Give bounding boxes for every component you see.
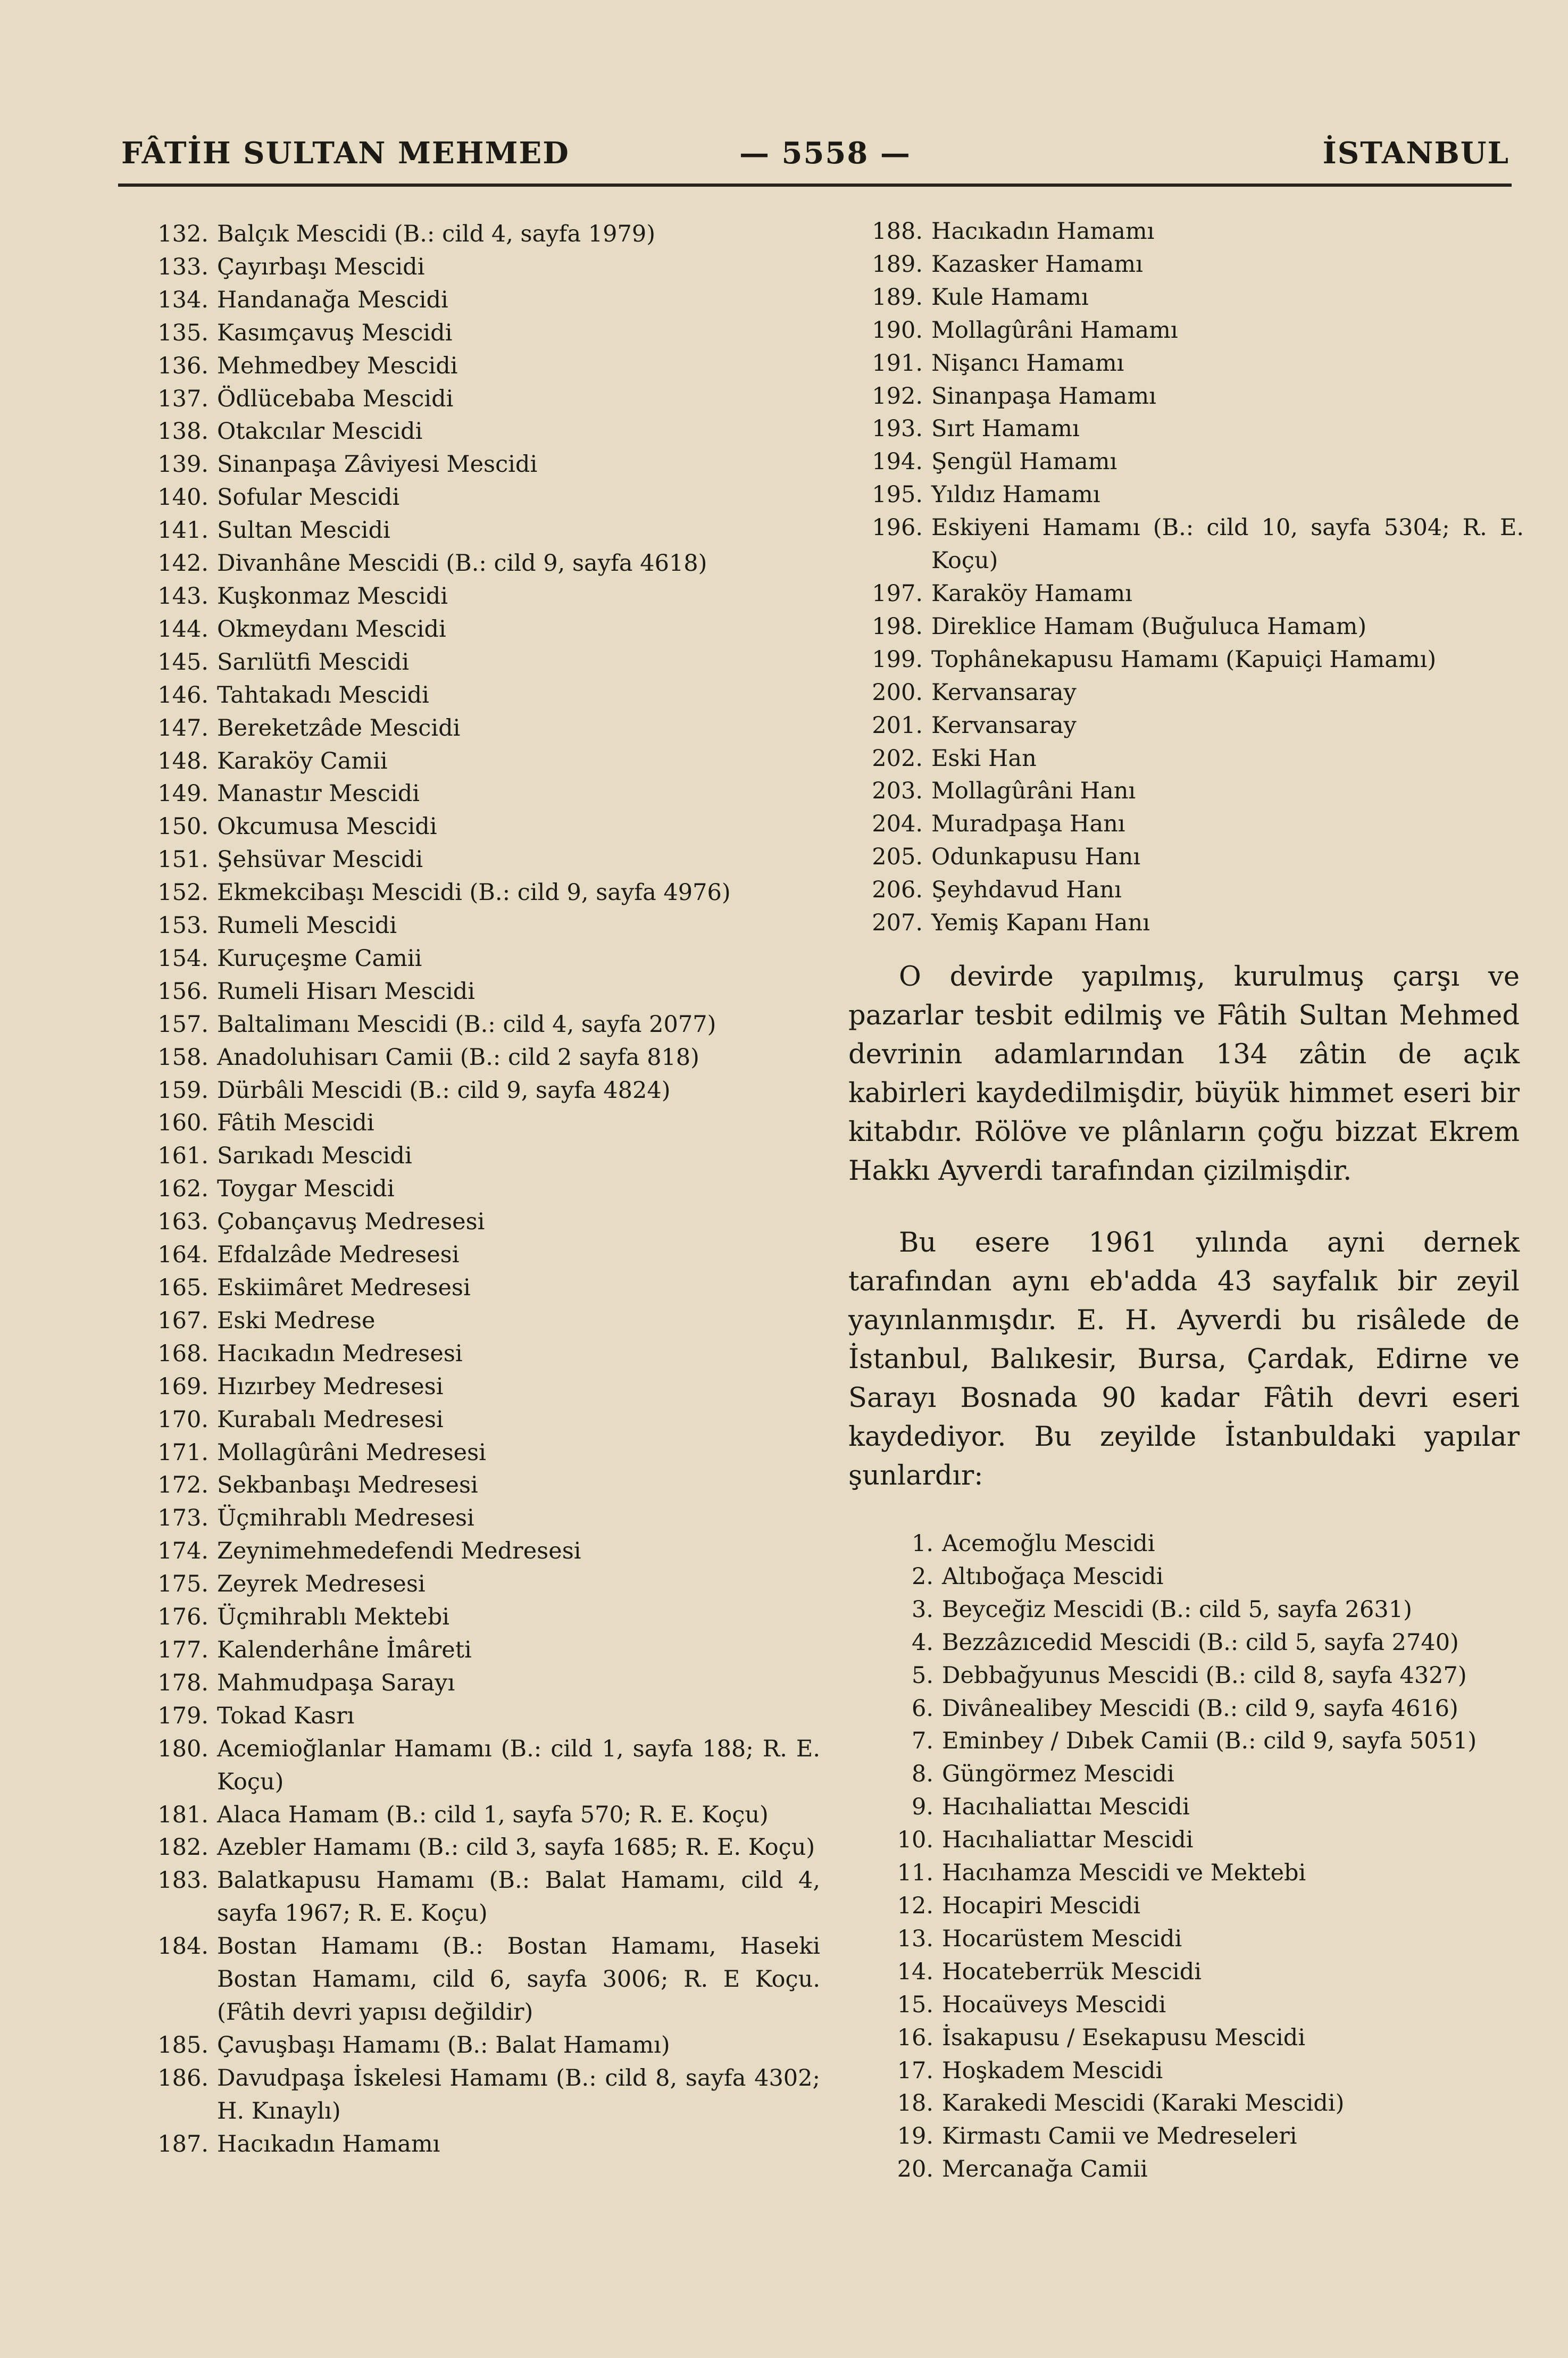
list-item-text: Hacıkadın Hamamı (217, 2130, 440, 2157)
list-item-text: Mollagûrâni Medresesi (217, 1439, 486, 1466)
list-item-text: Tahtakadı Mescidi (217, 681, 429, 709)
list-item-number: 152. (157, 879, 208, 906)
list-item-text: Hacıkadın Medresesi (217, 1340, 463, 1367)
list-item (155, 811, 820, 844)
list-item (155, 1437, 820, 1470)
list-item-number: 148. (157, 747, 208, 774)
list-item (883, 1989, 1521, 2022)
list-item (155, 910, 820, 943)
list-item-text: Rumeli Mescidi (217, 912, 397, 939)
list-item (883, 1528, 1521, 1561)
list-item (870, 314, 1524, 347)
list-item-text: Sarıkadı Mescidi (217, 1143, 412, 1170)
list-item-text: Beyceğiz Mescidi (B.: cild 5, sayfa 2631) (942, 1596, 1412, 1623)
list-item-number: 12. (897, 1892, 933, 1919)
list-item (155, 580, 820, 613)
body-paragraph-2: Bu esere 1961 yılında ayni dernek tarafından aynı eb'adda 43 sayfalık bir zeyil yayınlanmışdır. E. H. Ayverdi bu risâlede de İstanbul, Balıkesir, Bursa, Çardak, Edirne ve Sarayı Bosnada 90 kadar Fâtih devri eseri kaydediyor. Bu zeyilde İstanbuldaki yapılar şunlardır: (848, 1227, 1520, 1492)
list-item-number: 154. (157, 945, 208, 972)
list-item-number: 140. (157, 484, 208, 511)
list-item-number: 199. (872, 646, 923, 673)
list-item (883, 1594, 1521, 1627)
list-item (155, 1634, 820, 1667)
list-item (155, 844, 820, 877)
list-item-number: 168. (157, 1340, 208, 1367)
list-item (155, 1272, 820, 1305)
list-item-number: 170. (157, 1406, 208, 1433)
list-item-number: 181. (157, 1801, 208, 1828)
list-item-number: 4. (911, 1629, 933, 1656)
list-item-text: Şeyhdavud Hanı (931, 877, 1122, 904)
list-item (155, 415, 820, 448)
list-item-text: Ödlücebaba Mescidi (217, 385, 454, 412)
list-item (883, 1857, 1521, 1890)
list-item-text: Sultan Mescidi (217, 517, 390, 544)
list-item (155, 284, 820, 317)
list-item-number: 133. (157, 253, 208, 280)
list-item (155, 1074, 820, 1107)
list-item (883, 2153, 1521, 2186)
list-item (155, 1502, 820, 1535)
list-item-number: 189. (872, 284, 923, 311)
list-item-number: 138. (157, 418, 208, 445)
list-item-number: 162. (157, 1176, 208, 1203)
list-item (155, 514, 820, 547)
list-item-text: Hacıhaliattar Mescidi (942, 1827, 1194, 1854)
list-item (155, 1535, 820, 1568)
list-item-text: Şengül Hamamı (931, 448, 1117, 476)
list-item-text: Rumeli Hisarı Mescidi (217, 978, 476, 1005)
list-item-text: Baltalimanı Mescidi (B.: cild 4, sayfa 2077) (217, 1011, 716, 1038)
running-header-title: FÂTİH SULTAN MEHMED (121, 136, 570, 171)
list-item-text: Yıldız Hamamı (931, 481, 1100, 509)
list-item-text: Direklice Hamam (Buğuluca Hamam) (931, 613, 1367, 640)
list-item-number: 151. (157, 846, 208, 873)
list-item-text: Nişancı Hamamı (931, 349, 1124, 377)
list-item-number: 142. (157, 550, 208, 577)
list-item (155, 350, 820, 383)
list-item-number: 198. (872, 613, 923, 640)
list-item (870, 479, 1524, 512)
list-item-text: Kazasker Hamamı (931, 251, 1143, 278)
list-item-number: 205. (872, 844, 923, 871)
list-item-number: 153. (157, 912, 208, 939)
list-item (155, 1667, 820, 1700)
list-item-text: Mollagûrâni Hanı (931, 778, 1136, 805)
list-item-number: 202. (872, 745, 923, 772)
list-item-number: 143. (157, 582, 208, 610)
list-item (155, 1107, 820, 1140)
list-item-text: Kervansaray (931, 712, 1077, 739)
list-item-text: Acemioğlanlar Hamamı (B.: cild 1, sayfa 188; R. E. Koçu) (217, 1735, 820, 1795)
list-item-number: 165. (157, 1274, 208, 1301)
list-item (870, 347, 1524, 380)
list-item-text: Hocateberrük Mescidi (942, 1958, 1202, 1985)
list-item (155, 679, 820, 712)
list-item-text: Mercanağa Camii (942, 2156, 1148, 2183)
list-item-number: 196. (872, 514, 923, 541)
list-item (155, 1404, 820, 1437)
list-item (155, 1041, 820, 1074)
list-item (870, 808, 1524, 841)
left-column-list (155, 218, 820, 2161)
list-item-number: 200. (872, 679, 923, 706)
list-item (883, 1693, 1521, 1726)
list-item (155, 976, 820, 1009)
list-item (155, 1140, 820, 1173)
running-header-section: İSTANBUL (1322, 136, 1509, 171)
list-item-text: Zeynimehmedefendi Medresesi (217, 1538, 581, 1565)
list-item-number: 187. (157, 2130, 208, 2157)
list-item-text: Toygar Mescidi (217, 1176, 395, 1203)
list-item-number: 188. (872, 218, 923, 245)
list-item-text: Kalenderhâne İmâreti (217, 1636, 472, 1663)
list-item (883, 1890, 1521, 1923)
list-item (155, 712, 820, 745)
list-item (155, 547, 820, 580)
list-item-number: 169. (157, 1373, 208, 1400)
list-item-number: 132. (157, 221, 208, 247)
list-item-number: 174. (157, 1538, 208, 1565)
list-item (155, 943, 820, 976)
list-item (155, 1733, 820, 1799)
list-item-number: 203. (872, 778, 923, 805)
list-item-text: Tophânekapusu Hamamı (Kapuiçi Hamamı) (931, 646, 1437, 673)
list-item-number: 183. (157, 1867, 208, 1894)
list-item (155, 877, 820, 910)
list-item-number: 145. (157, 648, 208, 676)
list-item-number: 149. (157, 780, 208, 807)
list-item-text: Azebler Hamamı (B.: cild 3, sayfa 1685; R. E. Koçu) (217, 1834, 815, 1861)
list-item (870, 677, 1524, 710)
list-item-text: Balatkapusu Hamamı (B.: Balat Hamamı, cild 4, sayfa 1967; R. E. Koçu) (217, 1867, 820, 1927)
list-item-text: Kurabalı Medresesi (217, 1406, 444, 1433)
list-item-text: Hacıhaliattaı Mescidi (942, 1794, 1190, 1821)
list-item-text: Eskiimâret Medresesi (217, 1274, 471, 1301)
list-item-number: 11. (897, 1860, 933, 1887)
list-item (155, 1601, 820, 1634)
list-item-text: Kuşkonmaz Mescidi (217, 582, 448, 610)
list-item-text: Sırt Hamamı (931, 415, 1080, 443)
list-item-number: 19. (897, 2123, 933, 2150)
list-item-text: Sinanpaşa Zâviyesi Mescidi (217, 451, 538, 478)
list-item-number: 186. (157, 2064, 208, 2092)
list-item (155, 1371, 820, 1404)
right-column-list-bottom (883, 1528, 1521, 2186)
list-item-number: 159. (157, 1077, 208, 1104)
list-item-number: 167. (157, 1307, 208, 1334)
list-item (155, 1469, 820, 1502)
list-item-number: 192. (872, 382, 923, 410)
list-item-text: Hızırbey Medresesi (217, 1373, 444, 1400)
list-item (155, 613, 820, 646)
list-item-number: 1. (911, 1530, 933, 1557)
list-item-number: 135. (157, 319, 208, 346)
list-item-text: Hacıhamza Mescidi ve Mektebi (942, 1860, 1306, 1887)
list-item-text: Eminbey / Dıbek Camii (B.: cild 9, sayfa 5051) (942, 1728, 1477, 1755)
list-item-number: 139. (157, 451, 208, 478)
list-item-text: Eski Han (931, 745, 1037, 772)
list-item-text: Eskiyeni Hamamı (B.: cild 10, sayfa 5304; R. E. Koçu) (931, 514, 1524, 574)
list-item-text: Davudpaşa İskelesi Hamamı (B.: cild 8, sayfa 4302; H. Kınaylı) (217, 2064, 820, 2124)
list-item-text: Okmeydanı Mescidi (217, 615, 446, 643)
list-item-text: Hoşkadem Mescidi (942, 2057, 1163, 2084)
list-item (155, 1930, 820, 2029)
list-item-number: 10. (897, 1827, 933, 1854)
list-item (155, 1864, 820, 1930)
list-item-number: 18. (897, 2090, 933, 2117)
list-item (155, 383, 820, 416)
list-item-text: Altıboğaça Mescidi (942, 1563, 1164, 1590)
list-item-text: Manastır Mescidi (217, 780, 420, 807)
list-item (870, 413, 1524, 446)
list-item (870, 775, 1524, 808)
list-item (870, 248, 1524, 281)
list-item-text: Efdalzâde Medresesi (217, 1242, 460, 1269)
list-item-number: 184. (157, 1933, 208, 1960)
list-item-text: Odunkapusu Hanı (931, 844, 1141, 871)
list-item-text: Zeyrek Medresesi (217, 1571, 426, 1598)
list-item (883, 1923, 1521, 1956)
list-item (155, 2062, 820, 2128)
list-item-number: 194. (872, 448, 923, 476)
list-item-text: Çayırbaşı Mescidi (217, 253, 425, 280)
list-item-text: Sofular Mescidi (217, 484, 400, 511)
list-item-number: 7. (911, 1728, 933, 1755)
list-item (883, 1627, 1521, 1660)
list-item (870, 841, 1524, 874)
list-item (883, 1956, 1521, 1989)
list-item (155, 646, 820, 679)
list-item (155, 1239, 820, 1272)
list-item-number: 157. (157, 1011, 208, 1038)
list-item-text: Kirmastı Camii ve Medreseleri (942, 2123, 1297, 2150)
list-item-number: 206. (872, 877, 923, 904)
list-item-number: 163. (157, 1209, 208, 1236)
list-item-text: Muradpaşa Hanı (931, 811, 1125, 838)
list-item-number: 160. (157, 1110, 208, 1137)
list-item (155, 1009, 820, 1041)
list-item-text: Handanağa Mescidi (217, 286, 448, 313)
list-item-number: 164. (157, 1242, 208, 1269)
list-item-text: Mahmudpaşa Sarayı (217, 1669, 455, 1696)
list-item (155, 481, 820, 514)
list-item-text: Sarılütfi Mescidi (217, 648, 410, 676)
list-item-text: Bezzâzıcedid Mescidi (B.: cild 5, sayfa 2740) (942, 1629, 1459, 1656)
list-item (870, 512, 1524, 578)
list-item (870, 446, 1524, 479)
list-item-text: Kuruçeşme Camii (217, 945, 422, 972)
list-item (155, 448, 820, 481)
list-item-text: Çobançavuş Medresesi (217, 1209, 485, 1236)
list-item-text: Okcumusa Mescidi (217, 813, 437, 840)
list-item-text: Sinanpaşa Hamamı (931, 382, 1156, 410)
list-item (870, 743, 1524, 776)
list-item (883, 1791, 1521, 1824)
body-paragraph-1: O devirde yapılmış, kurulmuş çarşı ve pazarlar tesbit edilmiş ve Fâtih Sultan Mehmed devrinin adamlarından 134 zâtin de açık kabirleri kaydedilmişdir, büyük himmet eseri bir kitabdır. Rölöve ve plânların çoğu bizzat Ekrem Hakkı Ayverdi tarafından çizilmişdir. (848, 961, 1520, 1187)
list-item-text: Karakedi Mescidi (Karaki Mescidi) (942, 2090, 1345, 2117)
list-item-text: Yemiş Kapanı Hanı (931, 910, 1150, 937)
list-item-number: 5. (911, 1662, 933, 1689)
list-item-number: 182. (157, 1834, 208, 1861)
list-item-text: Anadoluhisarı Camii (B.: cild 2 sayfa 818) (217, 1044, 699, 1071)
list-item (870, 611, 1524, 644)
list-item-text: Mehmedbey Mescidi (217, 352, 458, 379)
list-item-text: Sekbanbaşı Medresesi (217, 1472, 478, 1499)
list-item-text: Divanhâne Mescidi (B.: cild 9, sayfa 4618) (217, 550, 707, 577)
list-item (883, 1758, 1521, 1791)
list-item-text: Hocarüstem Mescidi (942, 1925, 1182, 1952)
list-item (883, 2022, 1521, 2055)
list-item (155, 1799, 820, 1832)
list-item (883, 2087, 1521, 2120)
list-item-number: 190. (872, 316, 923, 344)
list-item-number: 147. (157, 714, 208, 741)
list-item-number: 193. (872, 415, 923, 443)
list-item-text: Karaköy Hamamı (931, 580, 1132, 607)
list-item-number: 15. (897, 1991, 933, 2018)
list-item-number: 179. (157, 1702, 208, 1729)
list-item-text: Eski Medrese (217, 1307, 376, 1334)
list-item-number: 2. (911, 1563, 933, 1590)
list-item-text: Güngörmez Mescidi (942, 1761, 1174, 1788)
list-item-text: Acemoğlu Mescidi (942, 1530, 1155, 1557)
list-item (155, 317, 820, 350)
list-item-number: 134. (157, 286, 208, 313)
list-item-text: Üçmihrablı Medresesi (217, 1505, 474, 1532)
list-item-text: Alaca Hamam (B.: cild 1, sayfa 570; R. E. Koçu) (217, 1801, 769, 1828)
list-item-text: Çavuşbaşı Hamamı (B.: Balat Hamamı) (217, 2031, 670, 2059)
list-item (155, 1831, 820, 1864)
list-item (883, 2120, 1521, 2153)
list-item-text: Debbağyunus Mescidi (B.: cild 8, sayfa 4327) (942, 1662, 1467, 1689)
list-item (155, 1700, 820, 1733)
list-item (870, 281, 1524, 314)
list-item-number: 191. (872, 349, 923, 377)
list-item-number: 158. (157, 1044, 208, 1071)
list-item-number: 8. (911, 1761, 933, 1788)
list-item-text: İsakapusu / Esekapusu Mescidi (942, 2024, 1306, 2051)
list-item-number: 137. (157, 385, 208, 412)
list-item-number: 150. (157, 813, 208, 840)
list-item-number: 175. (157, 1571, 208, 1598)
list-item (870, 907, 1524, 940)
list-item-number: 141. (157, 517, 208, 544)
list-item (883, 1824, 1521, 1857)
list-item-text: Divânealibey Mescidi (B.: cild 9, sayfa 4616) (942, 1695, 1458, 1722)
list-item (870, 874, 1524, 907)
list-item-text: Hacıkadın Hamamı (931, 218, 1155, 245)
list-item (883, 1660, 1521, 1693)
list-item (870, 578, 1524, 611)
list-item-text: Bostan Hamamı (B.: Bostan Hamamı, Haseki Bostan Hamamı, cild 6, sayfa 3006; R. E Koçu. (Fâtih devri yapısı değildir) (217, 1933, 820, 2026)
list-item (870, 710, 1524, 743)
list-item-text: Kule Hamamı (931, 284, 1089, 311)
list-item-number: 197. (872, 580, 923, 607)
list-item-text: Karaköy Camii (217, 747, 388, 774)
list-item-number: 177. (157, 1636, 208, 1663)
list-item-text: Fâtih Mescidi (217, 1110, 374, 1137)
list-item-text: Hocapiri Mescidi (942, 1892, 1141, 1919)
list-item (155, 778, 820, 811)
list-item-number: 195. (872, 481, 923, 509)
list-item (883, 1725, 1521, 1758)
list-item (155, 2029, 820, 2062)
list-item-number: 16. (897, 2024, 933, 2051)
list-item-text: Şehsüvar Mescidi (217, 846, 423, 873)
list-item-text: Tokad Kasrı (217, 1702, 355, 1729)
list-item-number: 171. (157, 1439, 208, 1466)
list-item-number: 9. (911, 1794, 933, 1821)
list-item-number: 146. (157, 681, 208, 709)
header-rule (118, 184, 1512, 187)
list-item-number: 6. (911, 1695, 933, 1722)
list-item-text: Kasımçavuş Mescidi (217, 319, 453, 346)
list-item-number: 136. (157, 352, 208, 379)
list-item-number: 172. (157, 1472, 208, 1499)
list-item-number: 161. (157, 1143, 208, 1170)
list-item-number: 14. (897, 1958, 933, 1985)
list-item (155, 1338, 820, 1371)
list-item (155, 1568, 820, 1601)
list-item (870, 380, 1524, 413)
list-item-number: 180. (157, 1735, 208, 1762)
list-item (870, 215, 1524, 248)
list-item-text: Bereketzâde Mescidi (217, 714, 461, 741)
list-item (155, 1206, 820, 1239)
list-item-number: 144. (157, 615, 208, 643)
list-item-number: 204. (872, 811, 923, 838)
list-item-text: Kervansaray (931, 679, 1077, 706)
list-item (155, 251, 820, 284)
list-item-text: Ekmekcibaşı Mescidi (B.: cild 9, sayfa 4976) (217, 879, 731, 906)
list-item (883, 1561, 1521, 1594)
list-item-number: 189. (872, 251, 923, 278)
list-item-number: 13. (897, 1925, 933, 1952)
list-item (883, 2055, 1521, 2088)
list-item-number: 3. (911, 1596, 933, 1623)
list-item-text: Dürbâli Mescidi (B.: cild 9, sayfa 4824) (217, 1077, 671, 1104)
list-item (155, 218, 820, 251)
list-item-number: 20. (897, 2156, 933, 2183)
right-column-list-top (870, 215, 1524, 940)
list-item-number: 201. (872, 712, 923, 739)
list-item (155, 2128, 820, 2161)
list-item-text: Hocaüveys Mescidi (942, 1991, 1166, 2018)
list-item-text: Mollagûrâni Hamamı (931, 316, 1178, 344)
list-item-number: 185. (157, 2031, 208, 2059)
list-item-text: Balçık Mescidi (B.: cild 4, sayfa 1979) (217, 221, 655, 247)
list-item (155, 745, 820, 778)
list-item-text: Üçmihrablı Mektebi (217, 1604, 449, 1631)
list-item-number: 178. (157, 1669, 208, 1696)
list-item-number: 156. (157, 978, 208, 1005)
list-item-number: 207. (872, 910, 923, 937)
list-item (155, 1305, 820, 1338)
list-item-text: Otakcılar Mescidi (217, 418, 423, 445)
page-number: — 5558 — (739, 136, 911, 171)
list-item-number: 17. (897, 2057, 933, 2084)
list-item-number: 173. (157, 1505, 208, 1532)
list-item (870, 644, 1524, 677)
list-item (155, 1173, 820, 1206)
list-item-number: 176. (157, 1604, 208, 1631)
